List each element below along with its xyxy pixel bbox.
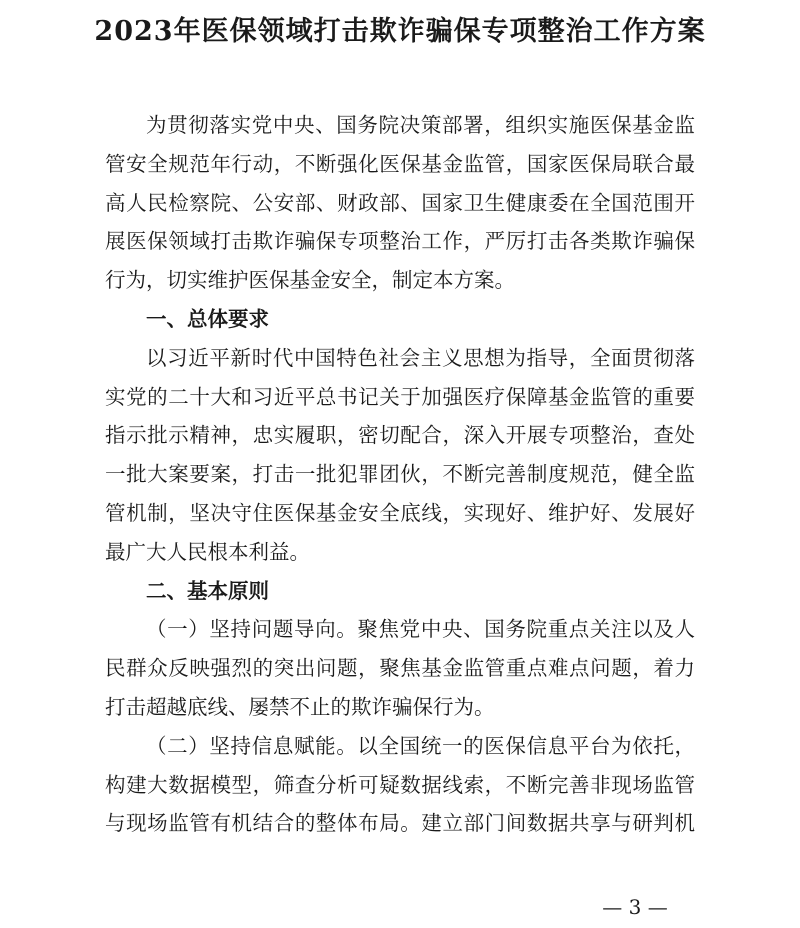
paragraph-line: 展医保领域打击欺诈骗保专项整治工作，严厉打击各类欺诈骗保 [105,229,695,254]
paragraph-line: 为贯彻落实党中央、国务院决策部署，组织实施医保基金监 [146,113,695,137]
document-title: 2023年医保领域打击欺诈骗保专项整治工作方案 [94,16,706,47]
paragraph-line: 一批大案要案，打击一批犯罪团伙，不断完善制度规范，健全监 [105,462,695,487]
paragraph-line: 行为，切实维护医保基金安全，制定本方案。 [105,268,515,293]
paragraph-line: 管机制，坚决守住医保基金安全底线，实现好、维护好、发展好 [105,500,695,525]
paragraph-line: 最广大人民根本利益。 [105,539,310,564]
paragraph-line: 打击超越底线、屡禁不止的欺诈骗保行为。 [105,694,495,719]
paragraph-line: 以习近平新时代中国特色社会主义思想为指导，全面贯彻落 [146,345,695,370]
paragraph-line: 实党的二十大和习近平总书记关于加强医疗保障基金监管的重要 [105,384,695,409]
paragraph-line: 指示批示精神，忠实履职，密切配合，深入开展专项整治，查处 [105,423,695,448]
section-heading-basic-principles: 二、基本原则 [146,578,269,603]
document-body [105,106,695,843]
section-heading-overall-requirements: 一、总体要求 [146,306,269,331]
paragraph-line: （一）坚持问题导向。聚焦党中央、国务院重点关注以及人 [146,617,695,642]
page-number: — 3 — [602,895,668,919]
paragraph-line: 高人民检察院、公安部、财政部、国家卫生健康委在全国范围开 [105,190,695,215]
paragraph-line: 构建大数据模型，筛查分析可疑数据线索，不断完善非现场监管 [105,772,695,797]
paragraph-line: 民群众反映强烈的突出问题，聚焦基金监管重点难点问题，着力 [105,656,695,681]
paragraph-line: 管安全规范年行动，不断强化医保基金监管，国家医保局联合最 [105,151,695,176]
paragraph-line: 与现场监管有机结合的整体布局。建立部门间数据共享与研判机 [105,811,695,836]
paragraph-line: （二）坚持信息赋能。以全国统一的医保信息平台为依托， [146,733,695,758]
